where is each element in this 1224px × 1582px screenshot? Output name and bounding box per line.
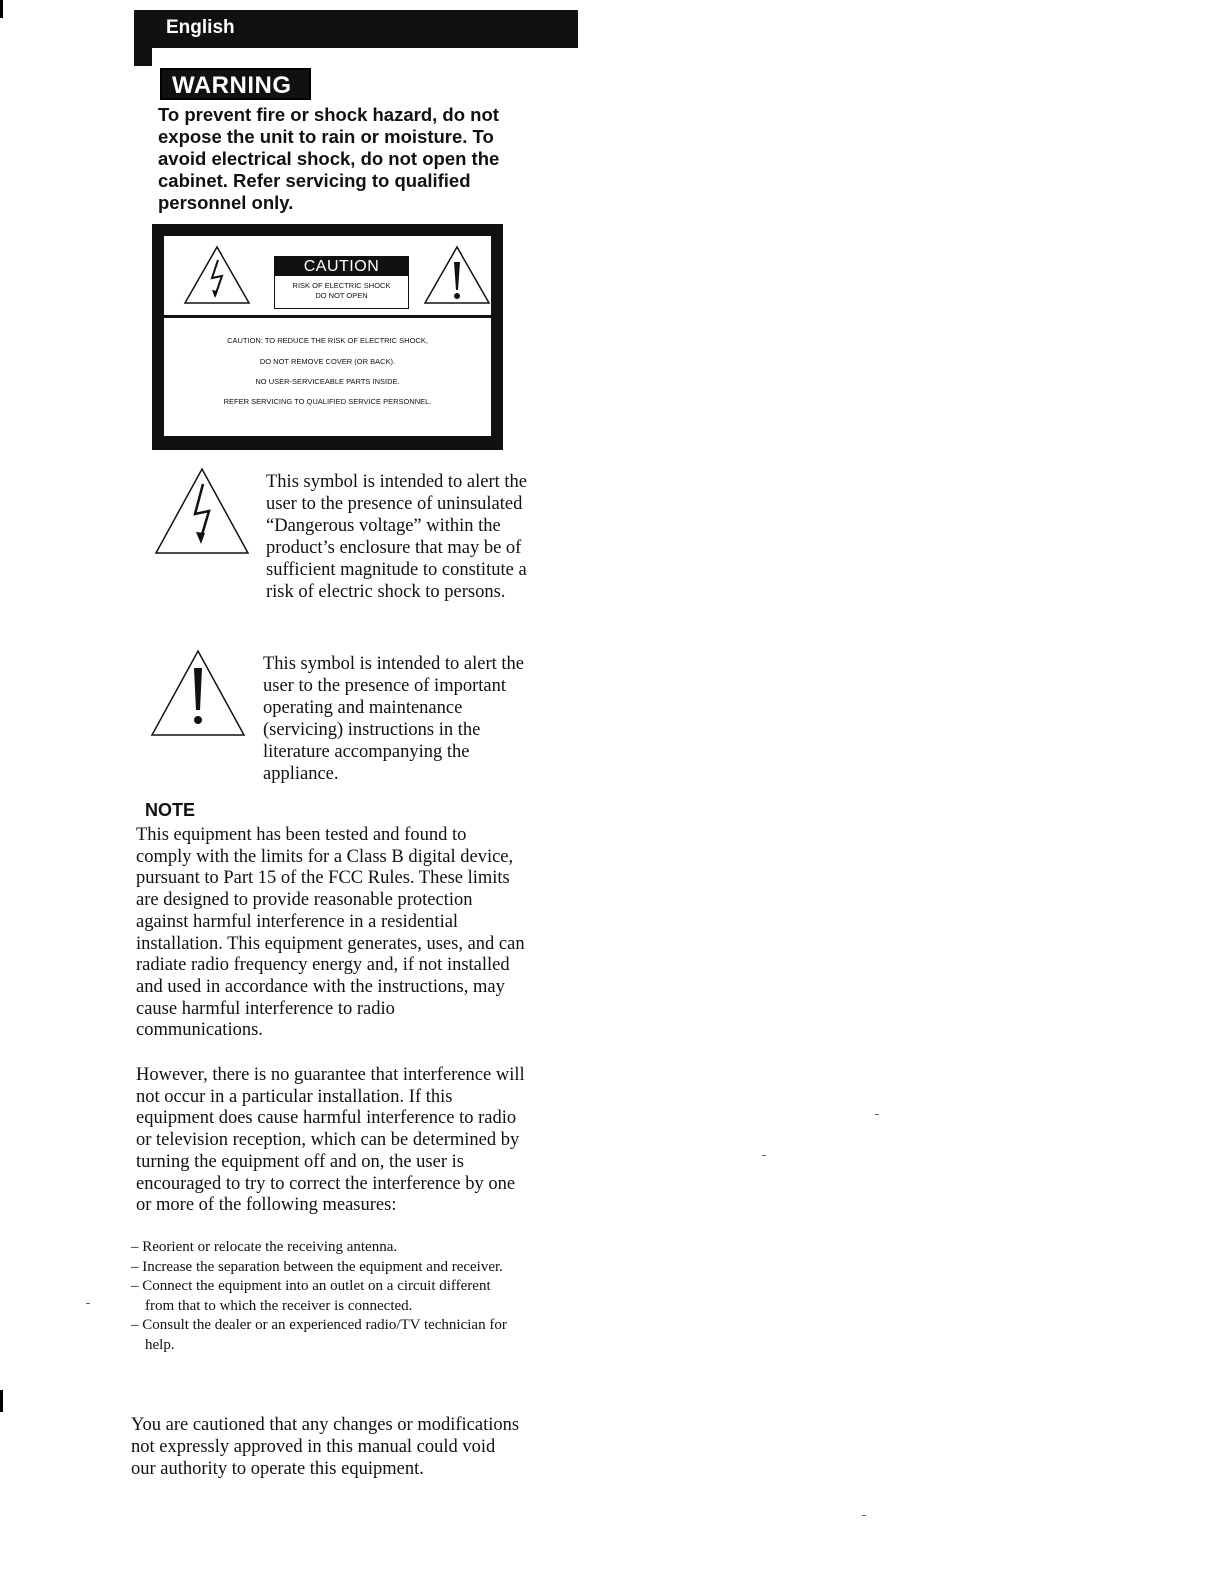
caution-label-panel <box>152 224 503 450</box>
warning-badge: WARNING <box>160 68 311 100</box>
list-item: – Connect the equipment into an outlet on a circuit different from that to which the receiver is connected. <box>131 1277 521 1316</box>
caution-notice <box>164 318 491 436</box>
interference-measures-list <box>131 1238 521 1355</box>
caution-notice-line: REFER SERVICING TO QUALIFIED SERVICE PERSONNEL. <box>223 397 432 406</box>
caution-notice-line: DO NOT REMOVE COVER (OR BACK). <box>259 357 396 366</box>
scan-edge-mark-top <box>0 0 3 18</box>
exclamation-triangle-icon <box>422 244 492 306</box>
caution-notice-line: NO USER-SERVICEABLE PARTS INSIDE. <box>255 377 400 386</box>
language-header-tab <box>134 46 152 66</box>
list-item: – Consult the dealer or an experienced radio/TV technician for help. <box>131 1316 521 1355</box>
warning-text: To prevent fire or shock hazard, do not expose the unit to rain or moisture. To avoid electrical shock, do not open the cabinet. Refer servicing to qualified personnel only. <box>158 104 500 213</box>
caution-do-not-open-line: DO NOT OPEN <box>315 291 368 300</box>
scan-speck <box>762 1155 766 1156</box>
scan-speck <box>86 1303 90 1304</box>
caution-risk-line: RISK OF ELECTRIC SHOCK <box>292 281 391 290</box>
note-heading: NOTE <box>145 800 196 820</box>
scan-edge-mark-bottom <box>0 1390 3 1412</box>
modification-caution: You are cautioned that any changes or modifications not expressly approved in this manual could void our authority to operate this equipment. <box>131 1415 520 1479</box>
caution-notice-line: CAUTION: TO REDUCE THE RISK OF ELECTRIC SHOCK, <box>227 336 428 345</box>
list-item: – Increase the separation between the equipment and receiver. <box>131 1258 521 1278</box>
exclamation-triangle-icon <box>148 648 248 738</box>
lightning-triangle-icon <box>152 466 252 556</box>
list-item: – Reorient or relocate the receiving antenna. <box>131 1238 521 1258</box>
scan-speck <box>862 1515 866 1516</box>
lightning-triangle-icon <box>182 244 252 306</box>
caution-label <box>274 256 409 309</box>
caution-top-section <box>164 236 491 315</box>
caution-title: CAUTION <box>275 257 408 276</box>
note-paragraph: However, there is no guarantee that interference will not occur in a particular installation. If this equipment does cause harmful interference to radio or television reception, which can be determined by turning the equipment off and on, the user is encouraged to try to correct the interference by one or more of the following measures: <box>136 1065 525 1216</box>
note-paragraph: This equipment has been tested and found to comply with the limits for a Class B digital device, pursuant to Part 15 of the FCC Rules. These limits are designed to provide reasonable protection against harmful interference in a residential installation. This equipment generates, uses, and can radiate radio frequency energy and, if not installed and used in accordance with the instructions, may cause harmful interference to radio communications. <box>136 825 525 1041</box>
scan-speck <box>875 1114 879 1115</box>
symbol-description: This symbol is intended to alert the user to the presence of important operating and maintenance (servicing) instructions in the literature accompanying the appliance. <box>263 654 525 784</box>
language-header: English <box>134 10 578 48</box>
symbol-description: This symbol is intended to alert the user to the presence of uninsulated “Dangerous voltage” within the product’s enclosure that may be of sufficient magnitude to constitute a risk of electric shock to persons. <box>266 472 528 602</box>
